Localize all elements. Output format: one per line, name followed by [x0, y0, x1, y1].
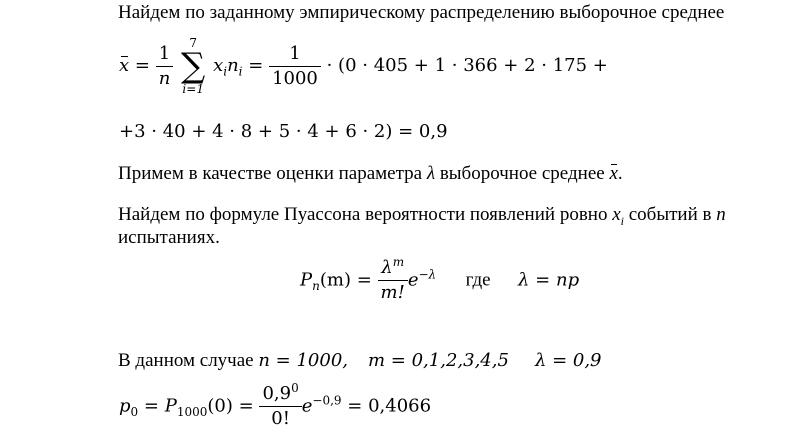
text-part: Найдем по формуле Пуассона вероятности появлений ровно [118, 204, 613, 225]
frac-den: n [158, 67, 171, 89]
sum-operator [181, 36, 205, 96]
lambda-value: λ = 0,9 [534, 350, 602, 371]
xbar-symbol: x [609, 163, 618, 184]
term-x-sub: i [223, 64, 228, 79]
x-sub: i [620, 213, 624, 228]
mean-formula [119, 36, 608, 96]
frac-num: 1 [269, 44, 321, 67]
intro-text: Найдем по заданному эмпирическому распределению выборочное среднее [118, 2, 725, 23]
term-n: n [227, 55, 239, 76]
P-sub: 1000 [176, 405, 208, 420]
term-x: x [213, 55, 224, 76]
lambda-symbol: λ [426, 163, 436, 184]
equals-sign: = [134, 55, 150, 76]
e-symbol: e [301, 395, 313, 417]
sum-lower-limit: i=1 [182, 82, 204, 96]
sum-sign: ∑ [181, 46, 206, 86]
trials-word: испытаниях. [118, 227, 220, 248]
p-symbol: p [119, 395, 131, 417]
poisson-sentence [118, 204, 726, 226]
frac-den: m! [380, 282, 405, 303]
fraction-1-over-n [156, 44, 174, 89]
lambda-definition: λ = np [518, 269, 580, 291]
case-sentence [118, 350, 602, 372]
p0-fraction [259, 381, 301, 429]
argument: (m) = [319, 269, 372, 291]
text-part: событий в [624, 204, 717, 225]
p0-result: = 0,4066 [347, 395, 432, 417]
frac-num: 1 [156, 44, 174, 67]
p0-formula [119, 381, 432, 429]
equals-sign-2: = [248, 55, 264, 76]
term-n-sub: i [238, 64, 243, 79]
x-symbol: x [612, 204, 621, 225]
xbar-symbol: x [119, 55, 130, 76]
e-symbol: e [407, 269, 419, 291]
frac-den: 0! [271, 408, 290, 429]
m-values: m = 0,1,2,3,4,5 [368, 350, 509, 371]
fraction-1-over-1000 [269, 44, 321, 89]
exponent: m [392, 255, 405, 269]
n-symbol: n [716, 204, 726, 225]
period: . [617, 163, 623, 184]
text-part: Примем в качестве оценки параметра [118, 163, 427, 184]
e-exponent: −0,9 [312, 393, 342, 408]
sum-continuation: +3 · 40 + 4 · 8 + 5 · 4 + 6 · 2) = 0,9 [119, 121, 448, 142]
poisson-fraction [378, 255, 408, 303]
where-word: где [465, 269, 491, 291]
base: 0,9 [262, 383, 292, 404]
poisson-formula [300, 255, 580, 303]
equals-sign: = [143, 395, 159, 417]
frac-num [378, 255, 408, 281]
P-symbol: P [164, 395, 177, 417]
frac-num [259, 381, 301, 407]
argument: (0) = [207, 395, 254, 417]
estimate-sentence [118, 163, 623, 185]
lambda-symbol: λ [381, 257, 393, 278]
text-part: В данном случае [118, 350, 259, 371]
frac-den: 1000 [272, 67, 318, 89]
sum-upper-limit: 7 [189, 36, 197, 50]
exponent: 0 [291, 381, 299, 395]
P-sub: n [312, 279, 320, 294]
sum-expansion: · (0 · 405 + 1 · 366 + 2 · 175 + [326, 55, 608, 76]
p-sub: 0 [130, 405, 139, 420]
text-part: выборочное среднее [435, 163, 610, 184]
n-value: n = 1000, [258, 350, 349, 371]
P-symbol: P [300, 269, 313, 291]
e-exponent: −λ [418, 267, 437, 282]
